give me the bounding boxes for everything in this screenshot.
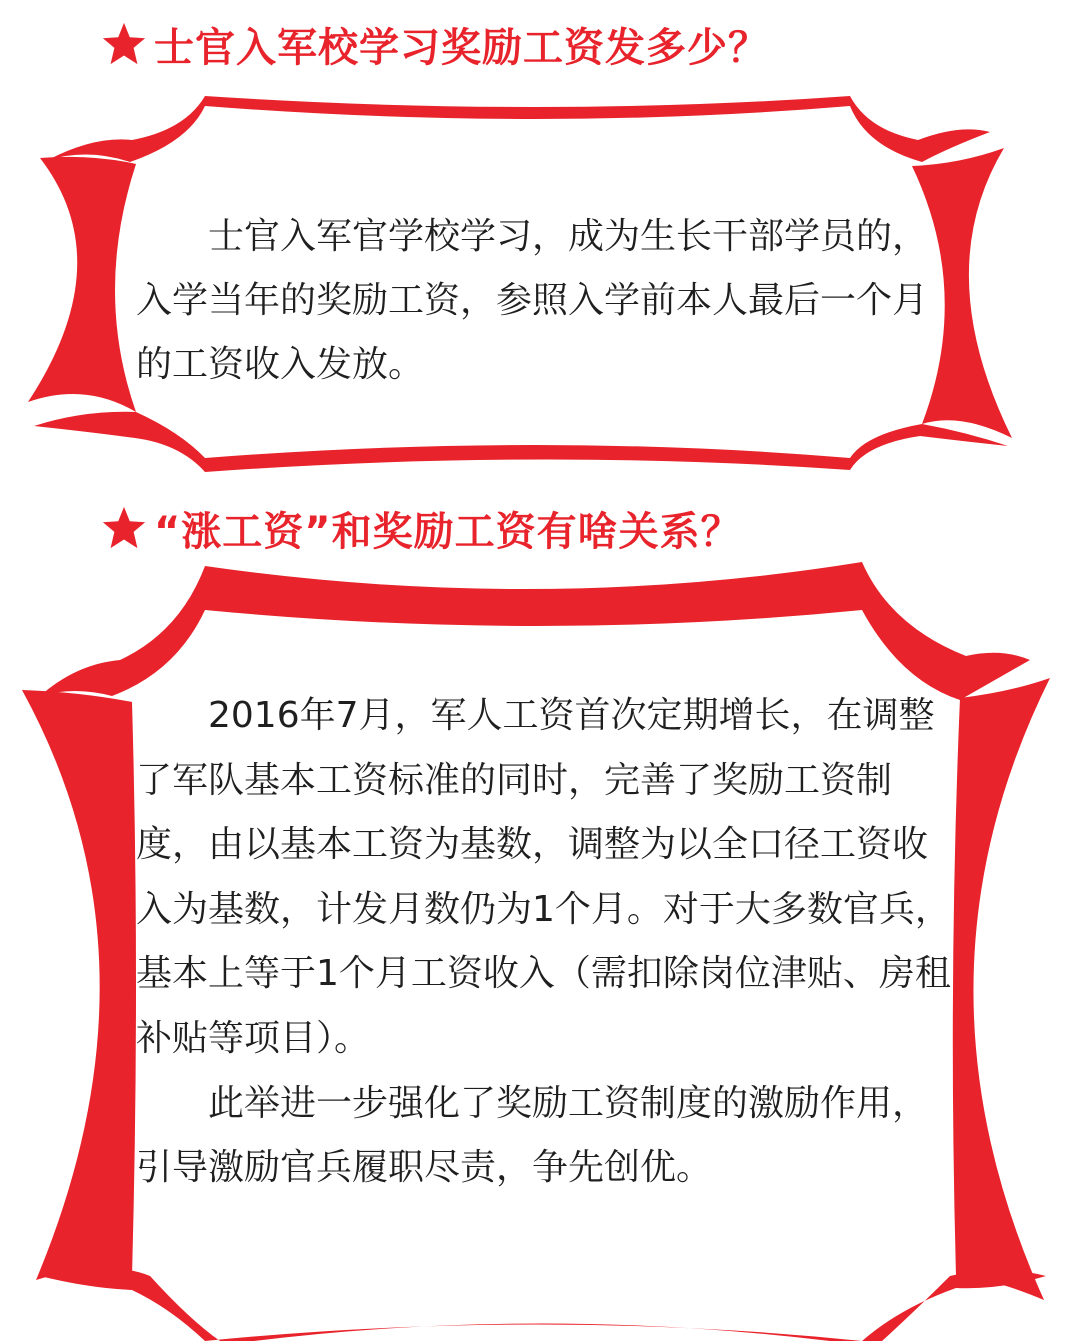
section-heading [100, 14, 769, 74]
section-paragraph: 士官入军官学校学习，成为生长干部学员的，入学当年的奖励工资，参照入学前本人最后一个月的工资收入发放。 [136, 216, 929, 385]
section-paragraph: 此举进一步强化了奖励工资制度的激励作用，引导激励官兵履职尽责，争先创优。 [136, 1082, 929, 1189]
star-icon [100, 20, 148, 68]
section-heading-text: 士官入军校学习奖励工资发多少？ [154, 24, 769, 71]
section-body [136, 684, 951, 1201]
star-icon [100, 504, 148, 552]
section-body [136, 205, 951, 397]
section-heading-text: “涨工资”和奖励工资有啥关系？ [154, 508, 742, 555]
section-heading [100, 498, 742, 558]
section-paragraph: 2016年7月，军人工资首次定期增长，在调整了军队基本工资标准的同时，完善了奖励工资制度，由以基本工资为基数，调整为以全口径工资收入为基数，计发月数仍为1个月。对于大多数官兵，基本上等于1个月工资收入（需扣除岗位津贴、房租补贴等项目）。 [136, 695, 951, 1059]
